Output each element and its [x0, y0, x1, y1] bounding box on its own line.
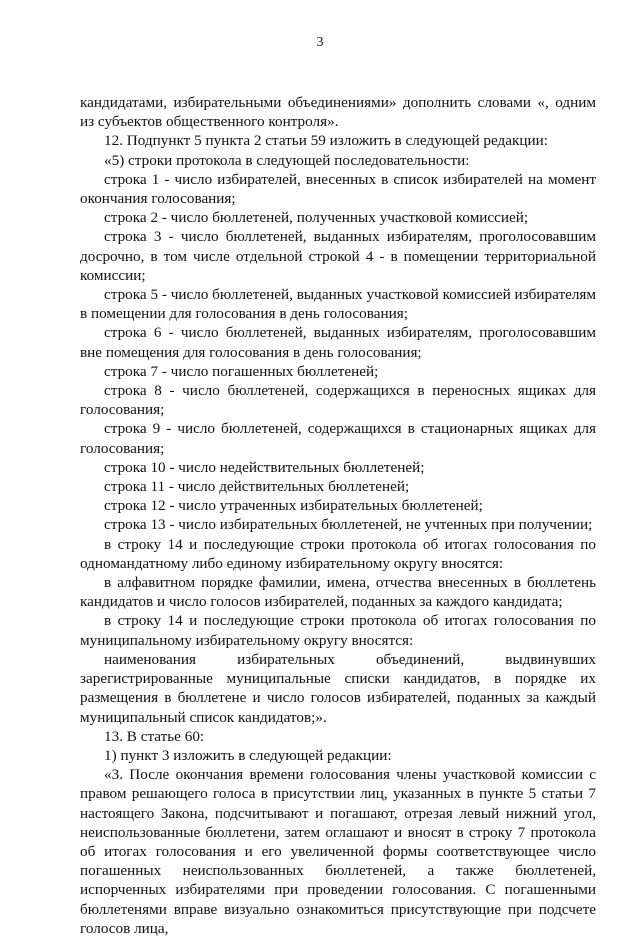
paragraph: кандидатами, избирательными объединениями» дополнить словами «, одним из субъектов общественного контроля». — [80, 94, 596, 131]
paragraph: строка 11 - число действительных бюллетеней; — [104, 478, 410, 496]
paragraph: строка 2 - число бюллетеней, полученных участковой комиссией; — [104, 209, 529, 227]
paragraph: строка 6 - число бюллетеней, выданных избирателям, проголосовавшим вне помещения для голосования в день голосования; — [80, 324, 596, 361]
paragraph: строка 13 - число избирательных бюллетеней, не учтенных при получении; — [104, 516, 593, 534]
document-body — [80, 93, 596, 938]
paragraph: строка 10 - число недействительных бюллетеней; — [104, 458, 425, 476]
paragraph: «3. После окончания времени голосования члены участковой комиссии с правом решающего голоса в присутствии лиц, указанных в пункте 5 статьи 7 настоящего Закона, подсчитывают и погашают, отрезая левый нижний угол, неиспользованные бюллетени, затем оглашают и вносят в строку 7 протокола об итогах голосования и его увеличенной формы соответствующее число погашенных неиспользованных бюллетеней, а также бюллетеней, испорченных избирателями при проведении голосования. С погашенными бюллетенями вправе визуально ознакомиться присутствующие при подсчете голосов лица, — [80, 766, 596, 937]
paragraph: строка 5 - число бюллетеней, выданных участковой комиссией избирателям в помещении для голосования в день голосования; — [80, 286, 596, 323]
paragraph: строка 1 - число избирателей, внесенных в список избирателей на момент окончания голосования; — [80, 170, 596, 208]
page-number: 3 — [316, 35, 324, 50]
paragraph: 13. В статье 60: — [104, 727, 205, 745]
paragraph: строка 8 - число бюллетеней, содержащихся в переносных ящиках для голосования; — [80, 382, 596, 419]
paragraph: в строку 14 и последующие строки протокола об итогах голосования по одномандатному либо единому избирательному округу вносятся: — [80, 535, 596, 572]
paragraph: строка 9 - число бюллетеней, содержащихся в стационарных ящиках для голосования; — [80, 420, 596, 457]
paragraph: строка 7 - число погашенных бюллетеней; — [104, 362, 379, 380]
paragraph: строка 12 - число утраченных избирательных бюллетеней; — [104, 497, 483, 515]
paragraph: «5) строки протокола в следующей последовательности: — [104, 151, 470, 169]
paragraph: строка 3 - число бюллетеней, выданных избирателям, проголосовавшим досрочно, в том числе отдельной строкой 4 - в помещении территориальной комиссии; — [80, 228, 596, 284]
paragraph: 1) пункт 3 изложить в следующей редакции: — [104, 746, 392, 764]
paragraph: наименования избирательных объединений, выдвинувших зарегистрированные муниципальные списки кандидатов, в порядке их размещения в бюллетене и число голосов избирателей, поданных за каждый муниципальный список кандидатов;». — [80, 650, 596, 726]
paragraph: в алфавитном порядке фамилии, имена, отчества внесенных в бюллетень кандидатов и число голосов избирателей, поданных за каждого кандидата; — [80, 574, 596, 611]
paragraph: 12. Подпункт 5 пункта 2 статьи 59 изложить в следующей редакции: — [104, 132, 548, 150]
paragraph: в строку 14 и последующие строки протокола об итогах голосования по муниципальному избирательному округу вносятся: — [80, 612, 596, 649]
